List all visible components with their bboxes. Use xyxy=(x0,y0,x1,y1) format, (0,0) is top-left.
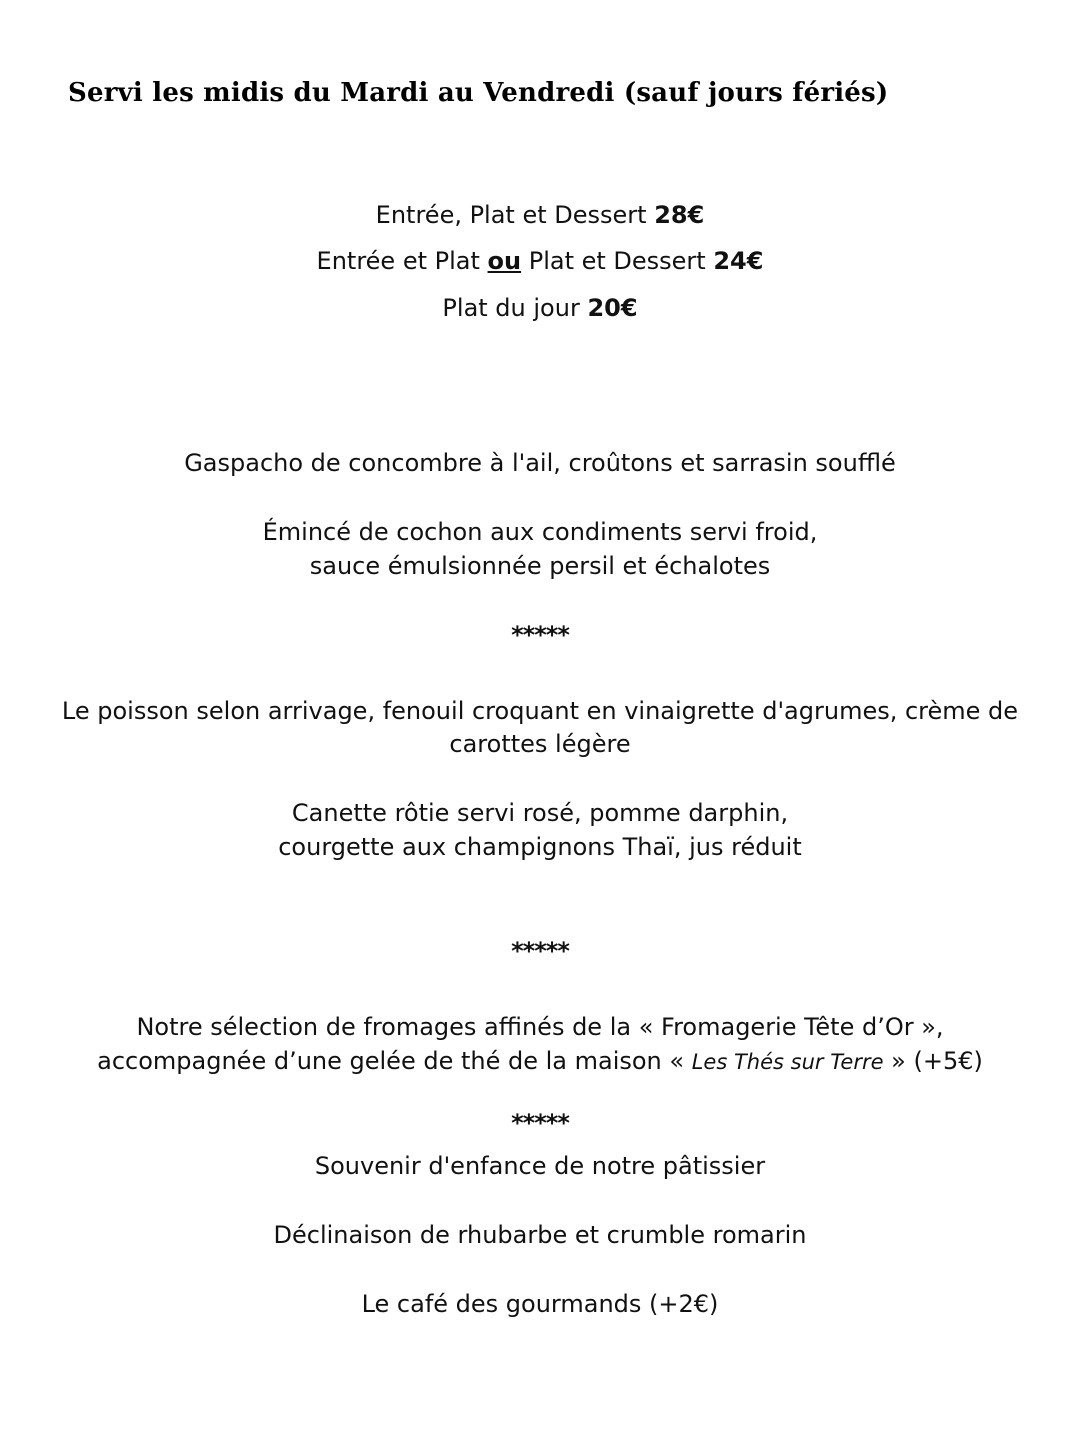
formula-label-part2: Plat et Dessert xyxy=(521,247,714,275)
formula-three-courses xyxy=(0,198,1080,232)
main-2-line-1: Canette rôtie servi rosé, pomme darphin, xyxy=(291,799,789,827)
main-1-line-1: Le poisson selon arrivage, fenouil croquant en vinaigrette d'agrumes, crème de xyxy=(61,697,1019,725)
cheese-line-1: Notre sélection de fromages affinés de la « Fromagerie Tête d’Or », xyxy=(136,1013,944,1041)
dessert-3: Le café des gourmands (+2€) xyxy=(361,1290,719,1318)
formula-label: Plat du jour xyxy=(442,294,588,322)
separator-1: ***** xyxy=(511,621,569,649)
dessert-1: Souvenir d'enfance de notre pâtissier xyxy=(314,1152,766,1180)
cheese-line-2-prefix: accompagnée d’une gelée de thé de la maison « xyxy=(97,1047,692,1075)
cheese-line-2 xyxy=(0,1044,1080,1079)
formula-price: 28€ xyxy=(654,201,705,229)
main-2-line-2: courgette aux champignons Thaï, jus réduit xyxy=(278,833,802,861)
starter-2-line-2: sauce émulsionnée persil et échalotes xyxy=(309,552,771,580)
separator-3: ***** xyxy=(511,1109,569,1137)
formula-label-part1: Entrée et Plat xyxy=(316,247,488,275)
dessert-2: Déclinaison de rhubarbe et crumble romarin xyxy=(273,1221,807,1249)
main-1-line-2: carottes légère xyxy=(449,730,631,758)
cheese-line-2-suffix: » (+5€) xyxy=(883,1047,983,1075)
formula-price: 20€ xyxy=(587,294,638,322)
formula-label: Entrée, Plat et Dessert xyxy=(375,201,655,229)
menu-heading: Servi les midis du Mardi au Vendredi (sauf jours fériés) xyxy=(68,78,889,108)
formula-or-word: ou xyxy=(487,247,522,275)
formula-dish-of-day xyxy=(0,291,1080,325)
tea-house-name: Les Thés sur Terre xyxy=(691,1050,884,1074)
formula-price: 24€ xyxy=(713,247,764,275)
starter-1: Gaspacho de concombre à l'ail, croûtons et sarrasin soufflé xyxy=(184,449,896,477)
formula-two-courses xyxy=(0,244,1080,278)
separator-2: ***** xyxy=(511,937,569,965)
starter-2-line-1: Émincé de cochon aux condiments servi froid, xyxy=(262,518,818,546)
